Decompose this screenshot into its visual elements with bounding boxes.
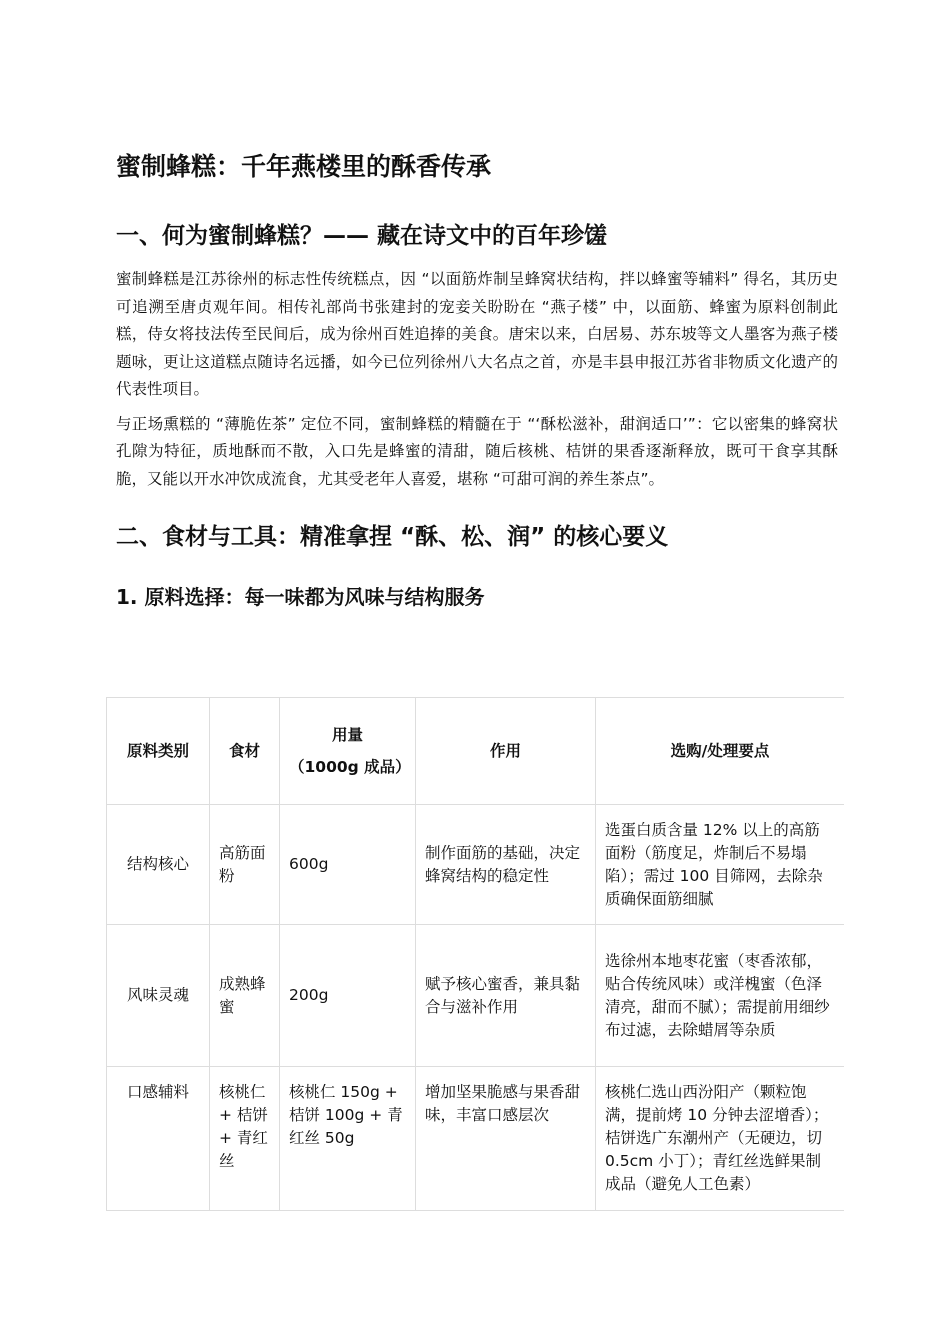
- table-row: [107, 1067, 845, 1212]
- materials-table-container: [106, 697, 844, 1211]
- section-2-1-heading: 1. 原料选择：每一味都为风味与结构服务: [116, 585, 485, 609]
- cell-tips: 核桃仁选山西汾阳产（颗粒饱满，提前烤 10 分钟去涩增香）；桔饼选广东潮州产（无硬边，切 0.5cm 小丁）；青红丝选鲜果制成品（避免人工色素）: [596, 1067, 845, 1212]
- materials-table: [106, 697, 844, 1211]
- header-tips: 选购/处理要点: [596, 698, 845, 805]
- document-page: [116, 150, 838, 611]
- cell-category: 风味灵魂: [107, 925, 210, 1067]
- cell-function: 增加坚果脆感与果香甜味，丰富口感层次: [416, 1067, 596, 1212]
- header-category: 原料类别: [107, 698, 210, 805]
- table-header-row: [107, 698, 845, 805]
- header-amount-line-1: 用量: [331, 725, 363, 744]
- cell-category: 口感辅料: [107, 1067, 210, 1212]
- header-amount: [280, 698, 416, 805]
- cell-ingredient: 高筋面粉: [210, 805, 280, 925]
- table-row: [107, 925, 845, 1067]
- cell-tips: 选徐州本地枣花蜜（枣香浓郁，贴合传统风味）或洋槐蜜（色泽清亮，甜而不腻）；需提前用细纱布过滤，去除蜡屑等杂质: [596, 925, 845, 1067]
- section-2-heading: 二、食材与工具：精准拿捏 “酥、松、润” 的核心要义: [116, 524, 669, 550]
- page-title: 蜜制蜂糕：千年燕楼里的酥香传承: [116, 152, 492, 181]
- cell-category: 结构核心: [107, 805, 210, 925]
- section-1-paragraph-1: 蜜制蜂糕是江苏徐州的标志性传统糕点，因 “以面筋炸制呈蜂窝状结构，拌以蜂蜜等辅料” 得名，其历史可追溯至唐贞观年间。相传礼部尚书张建封的宠妾关盼盼在 “燕子楼” 中，以面筋、蜂蜜为原料创制此糕，侍女将技法传至民间后，成为徐州百姓追捧的美食。唐宋以来，白居易、苏东坡等文人墨客为燕子楼题咏，更让这道糕点随诗名远播，如今已位列徐州八大名点之首，亦是丰县申报江苏省非物质文化遗产的代表性项目。: [116, 270, 838, 398]
- cell-ingredient: 成熟蜂蜜: [210, 925, 280, 1067]
- cell-amount: 200g: [280, 925, 416, 1067]
- cell-tips: 选蛋白质含量 12% 以上的高筋面粉（筋度足，炸制后不易塌陷）；需过 100 目筛网，去除杂质确保面筋细腻: [596, 805, 845, 925]
- cell-amount: 核桃仁 150g + 桔饼 100g + 青红丝 50g: [280, 1067, 416, 1212]
- cell-function: 制作面筋的基础，决定蜂窝结构的稳定性: [416, 805, 596, 925]
- header-function: 作用: [416, 698, 596, 805]
- header-ingredient: 食材: [210, 698, 280, 805]
- cell-amount: 600g: [280, 805, 416, 925]
- section-1-heading: 一、何为蜜制蜂糕？—— 藏在诗文中的百年珍馐: [116, 223, 608, 249]
- header-amount-line-2: （1000g 成品）: [289, 757, 411, 776]
- cell-ingredient: 核桃仁 + 桔饼 + 青红丝: [210, 1067, 280, 1212]
- cell-function: 赋予核心蜜香，兼具黏合与滋补作用: [416, 925, 596, 1067]
- table-row: [107, 805, 845, 925]
- section-1-paragraph-2: 与正场熏糕的 “薄脆佐茶” 定位不同，蜜制蜂糕的精髓在于 “‘酥松滋补，甜润适口’”：它以密集的蜂窝状孔隙为特征，质地酥而不散，入口先是蜂蜜的清甜，随后核桃、桔饼的果香逐渐释放，既可干食享其酥脆，又能以开水冲饮成流食，尤其受老年人喜爱，堪称 “可甜可润的养生茶点”。: [116, 414, 838, 488]
